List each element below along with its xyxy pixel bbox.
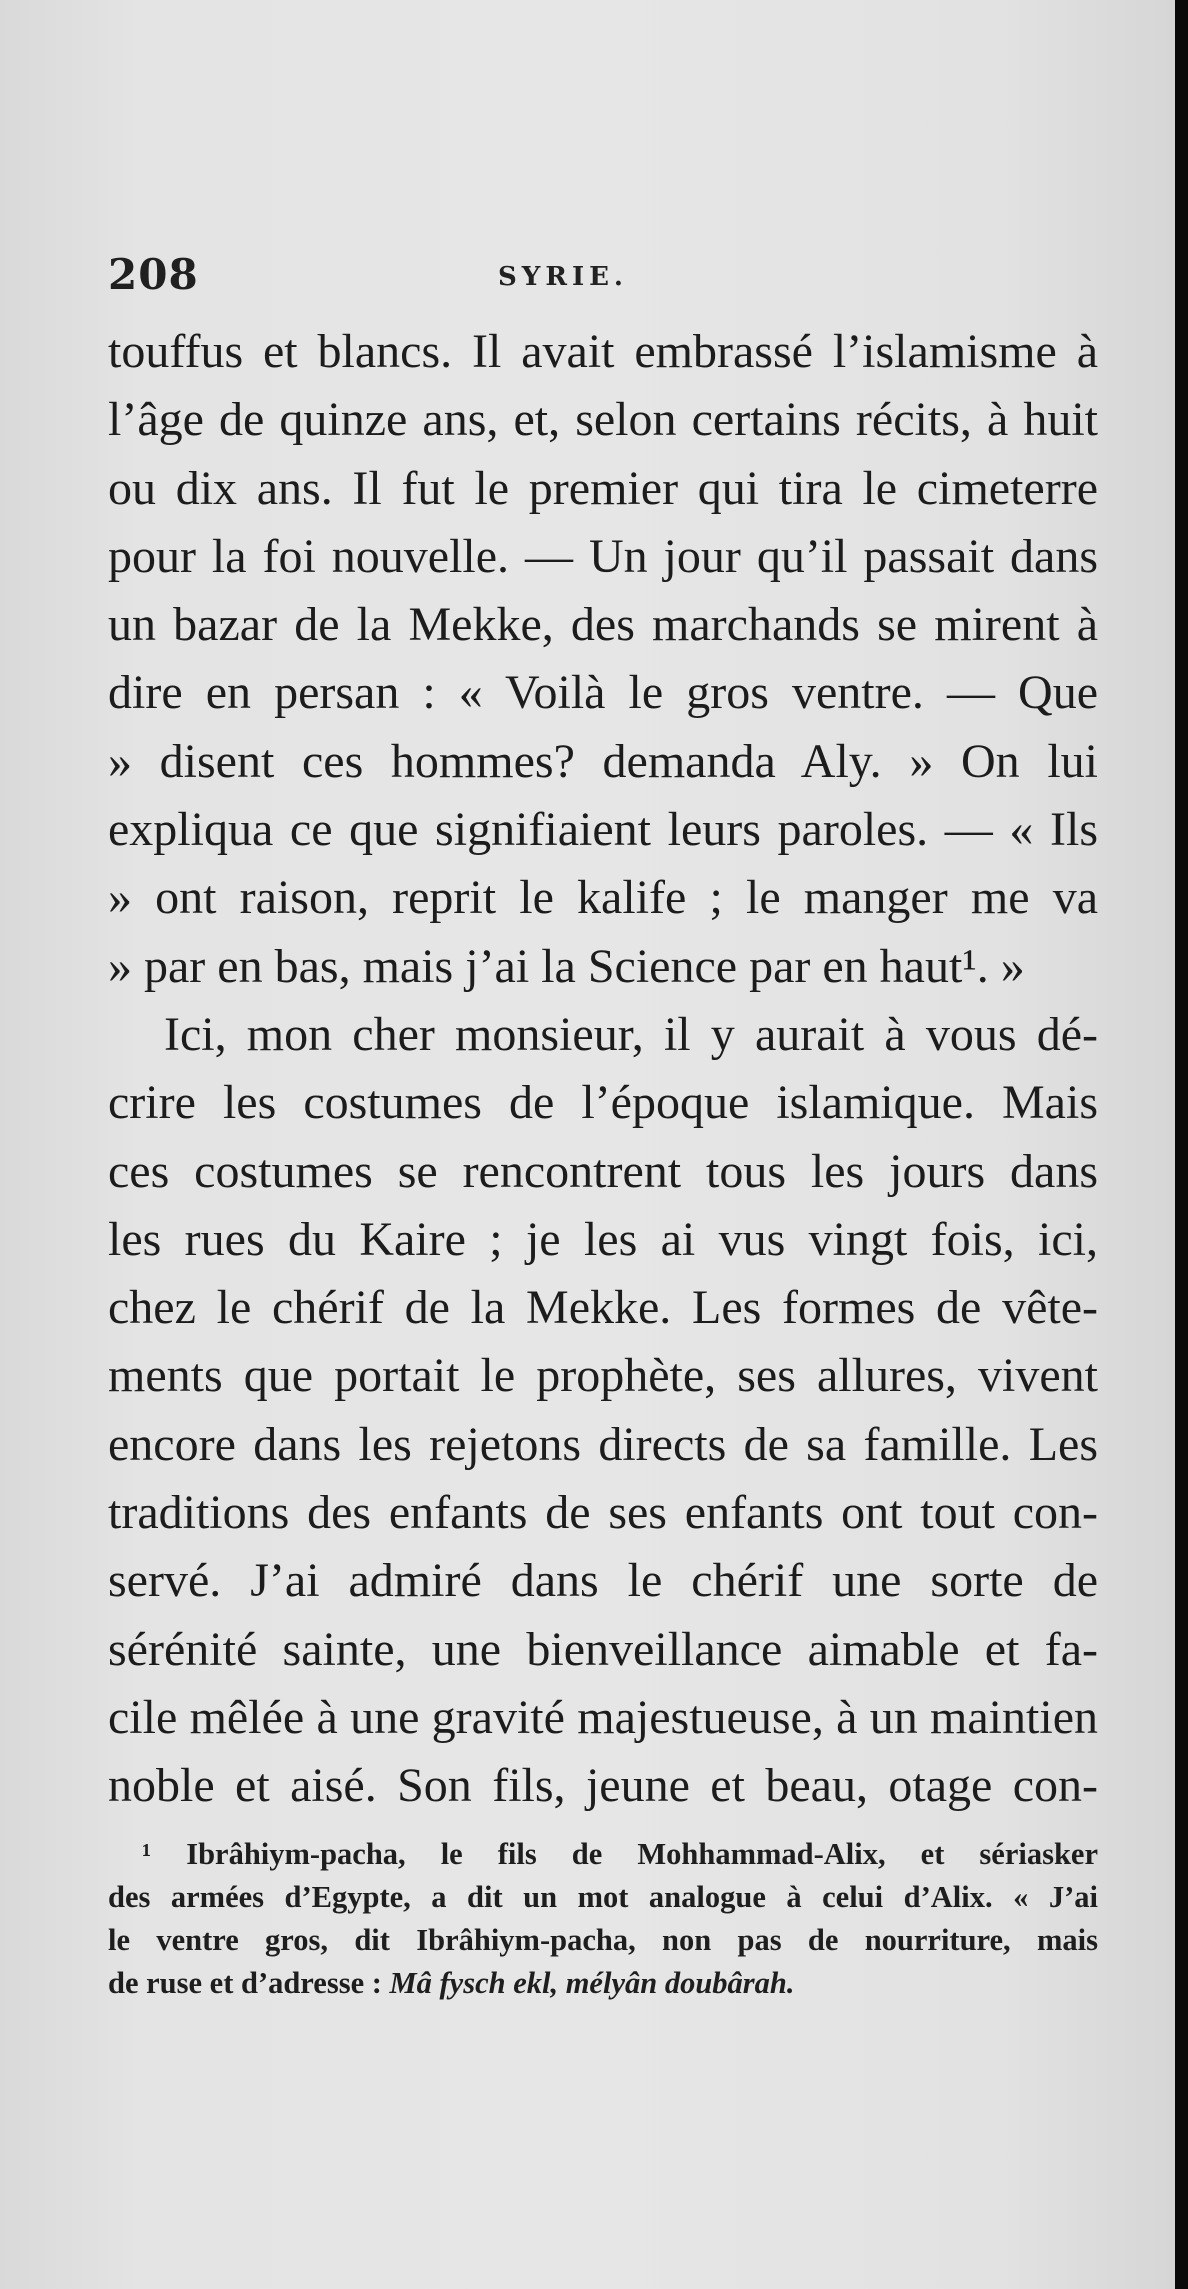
book-spine-edge <box>1175 0 1188 2289</box>
text-line: l’âge de quinze ans, et, selon certains récits, à huit <box>108 393 1098 447</box>
text-line: chez le chérif de la Mekke. Les formes de vête- <box>108 1281 1098 1335</box>
text-line: » par en bas, mais j’ai la Science par en haut¹. » <box>108 939 1025 993</box>
footnote-line: le ventre gros, dit Ibrâhiym-pacha, non pas de nourriture, mais <box>108 1923 1098 1957</box>
text-line: pour la foi nouvelle. — Un jour qu’il passait dans <box>108 529 1098 583</box>
page-number: 208 <box>108 250 199 299</box>
text-line: cile mêlée à une gravité majestueuse, à un maintien <box>108 1690 1098 1744</box>
text-line: » disent ces hommes? demanda Aly. » On lui <box>108 734 1098 788</box>
footnote-text: de ruse et d’adresse : <box>108 1966 390 2000</box>
footnote <box>108 1833 1098 2005</box>
text-line: traditions des enfants de ses enfants ont tout con- <box>108 1486 1098 1540</box>
text-line: ments que portait le prophète, ses allures, vivent <box>108 1349 1098 1403</box>
footnote-last-line <box>108 1962 1098 2005</box>
page-header <box>108 250 1098 310</box>
text-line: dire en persan : « Voilà le gros ventre. — Que <box>108 666 1098 720</box>
footnote-line: des armées d’Egypte, a dit un mot analogue à celui d’Alix. « J’ai <box>108 1880 1098 1914</box>
main-text <box>108 318 1098 1821</box>
text-line: ces costumes se rencontrent tous les jours dans <box>108 1144 1098 1198</box>
text-line: expliqua ce que signifiaient leurs paroles. — « Ils <box>108 803 1098 857</box>
text-line: crire les costumes de l’époque islamique. Mais <box>108 1076 1098 1130</box>
text-line: sérénité sainte, une bienveillance aimable et fa- <box>108 1622 1098 1676</box>
text-line: noble et aisé. Son fils, jeune et beau, otage con- <box>108 1759 1098 1813</box>
text-line: » ont raison, reprit le kalife ; le manger me va <box>108 871 1098 925</box>
running-head: SYRIE. <box>498 262 628 292</box>
text-line: les rues du Kaire ; je les ai vus vingt fois, ici, <box>108 1212 1098 1266</box>
text-line: Ici, mon cher monsieur, il y aurait à vous dé- <box>164 1007 1098 1061</box>
footnote-line: ¹ Ibrâhiym-pacha, le fils de Mohhammad-Alix, et sériasker <box>142 1837 1098 1871</box>
text-line: un bazar de la Mekke, des marchands se mirent à <box>108 598 1098 652</box>
footnote-quote-italic: Mâ fysch ekl, mélyân doubârah. <box>389 1966 795 2000</box>
text-line: servé. J’ai admiré dans le chérif une sorte de <box>108 1554 1098 1608</box>
text-line: encore dans les rejetons directs de sa famille. Les <box>108 1417 1098 1471</box>
text-line: ou dix ans. Il fut le premier qui tira le cimeterre <box>108 461 1098 515</box>
text-line: touffus et blancs. Il avait embrassé l’islamisme à <box>108 325 1098 378</box>
